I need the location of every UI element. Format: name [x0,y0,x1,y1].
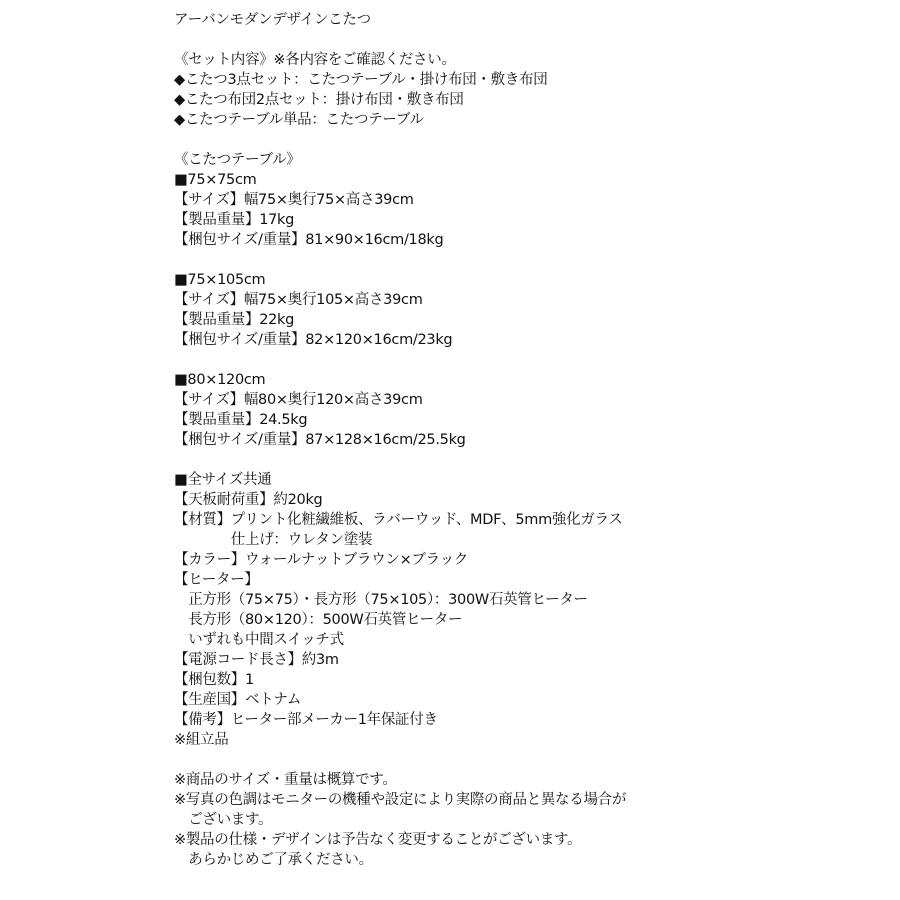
note: ございます。 [174,812,273,828]
product-weight: 【製品重量】24.5kg [174,412,308,428]
set-contents-item: ◆こたつテーブル単品：こたつテーブル [174,112,424,128]
note: ※商品のサイズ・重量は概算です。 [174,772,397,788]
size-heading: ■80×120cm [174,372,266,388]
product-weight: 【製品重量】22kg [174,312,295,328]
heater-detail: 正方形（75×75）・長方形（75×105）：300W石英管ヒーター [174,592,588,608]
color: 【カラー】ウォールナットブラウン×ブラック [174,552,468,568]
heater-detail: 長方形（80×120）：500W石英管ヒーター [174,612,463,628]
set-contents-item: ◆こたつ3点セット：こたつテーブル・掛け布団・敷き布団 [174,72,548,88]
size-75x105-section [174,270,874,350]
table-heading: 《こたつテーブル》 [174,152,301,168]
finish: 仕上げ：ウレタン塗装 [174,532,373,548]
origin-country: 【生産国】ベトナム [174,692,302,708]
size-dimensions: 【サイズ】幅75×奥行75×高さ39cm [174,192,414,208]
product-spec-document [174,10,874,870]
size-dimensions: 【サイズ】幅75×奥行105×高さ39cm [174,292,423,308]
assembly-note: ※組立品 [174,732,229,748]
package-size-weight: 【梱包サイズ/重量】81×90×16cm/18kg [174,232,444,248]
spacer [174,350,874,370]
package-size-weight: 【梱包サイズ/重量】87×128×16cm/25.5kg [174,432,466,448]
load-capacity: 【天板耐荷重】約20kg [174,492,323,508]
product-weight: 【製品重量】17kg [174,212,295,228]
size-80x120-section [174,370,874,450]
set-contents-section [174,50,874,130]
note: ※製品の仕様・デザインは予告なく変更することがございます。 [174,832,582,848]
size-heading: ■75×75cm [174,172,257,188]
material: 【材質】プリント化粧繊維板、ラバーウッド、MDF、5mm強化ガラス [174,512,623,528]
set-contents-item: ◆こたつ布団2点セット：掛け布団・敷き布団 [174,92,464,108]
size-heading: ■75×105cm [174,272,266,288]
spacer [174,30,874,50]
package-size-weight: 【梱包サイズ/重量】82×120×16cm/23kg [174,332,453,348]
note: ※写真の色調はモニターの機種や設定により実際の商品と異なる場合が [174,792,627,808]
product-title: アーバンモダンデザインこたつ [174,12,371,28]
notes-section [174,770,874,870]
size-dimensions: 【サイズ】幅80×奥行120×高さ39cm [174,392,423,408]
spacer [174,130,874,150]
spacer [174,750,874,770]
heater-detail: いずれも中間スイッチ式 [174,632,344,648]
note: あらかじめご了承ください。 [174,852,373,868]
size-75x75-section [174,170,874,250]
set-contents-heading: 《セット内容》※各内容をご確認ください。 [174,52,456,68]
package-count: 【梱包数】1 [174,672,254,688]
cord-length: 【電源コード長さ】約3m [174,652,339,668]
common-spec-section [174,470,874,750]
spacer [174,250,874,270]
common-heading: ■全サイズ共通 [174,472,272,488]
remarks: 【備考】ヒーター部メーカー1年保証付き [174,712,438,728]
spacer [174,450,874,470]
heater-heading: 【ヒーター】 [174,572,259,588]
